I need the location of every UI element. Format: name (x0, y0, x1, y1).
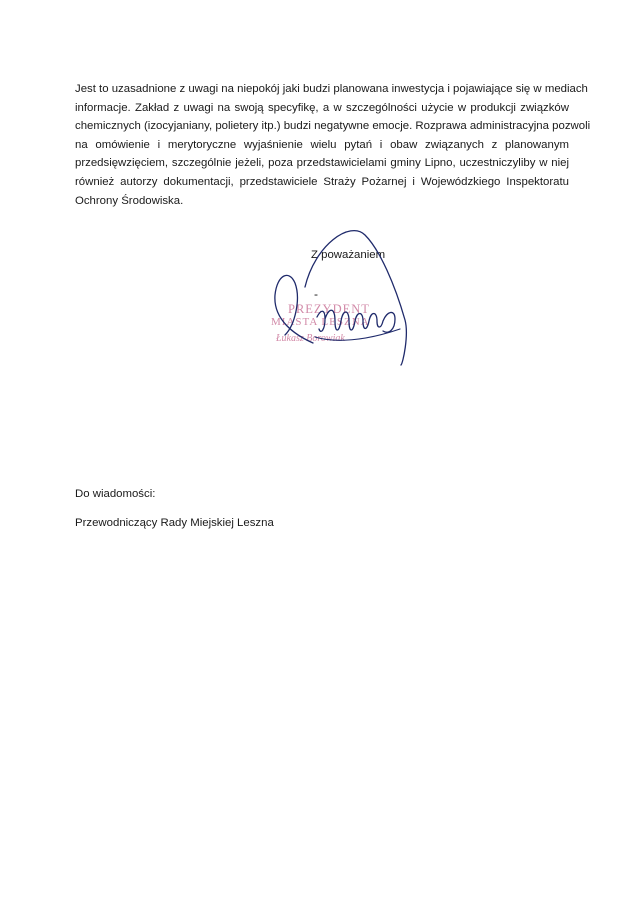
stamp-office: MIASTA LESZNA (271, 316, 370, 328)
body-line: na omówienie i merytoryczne wyjaśnienie wielu pytań i obaw związanych z planowanym (75, 138, 569, 151)
stamp-title: PREZYDENT (288, 302, 370, 316)
handwritten-signature (255, 225, 415, 370)
cc-recipient: Przewodniczący Rady Miejskiej Leszna (75, 517, 274, 529)
body-line: chemicznych (izocyjaniany, polietery itp.) budzi negatywne emocje. Rozprawa administracyjna pozwoli (75, 120, 591, 133)
body-line: również autorzy dokumentacji, przedstawiciele Straży Pożarnej i Wojewódzkiego Inspektoratu (75, 175, 569, 188)
body-line: przedsięwzięciem, szczególnie jeżeli, poza przedstawicielami gminy Lipno, uczestniczyliby w niej (75, 157, 569, 170)
cc-label: Do wiadomości: (75, 488, 156, 500)
separator-dash: - (314, 287, 318, 301)
body-line: Ochrony Środowiska. (75, 194, 184, 207)
closing-salutation: Z poważaniem (311, 249, 386, 261)
letter-body (75, 80, 591, 210)
body-line: informacje. Zakład z uwagi na swoją specyfikę, a w szczególności użycie w produkcji związków (75, 101, 569, 114)
body-line: Jest to uzasadnione z uwagi na niepokój jaki budzi planowana inwestycja i pojawiające się w mediach (75, 83, 588, 95)
stamp-name: Łukasz Borowiak (276, 333, 345, 344)
